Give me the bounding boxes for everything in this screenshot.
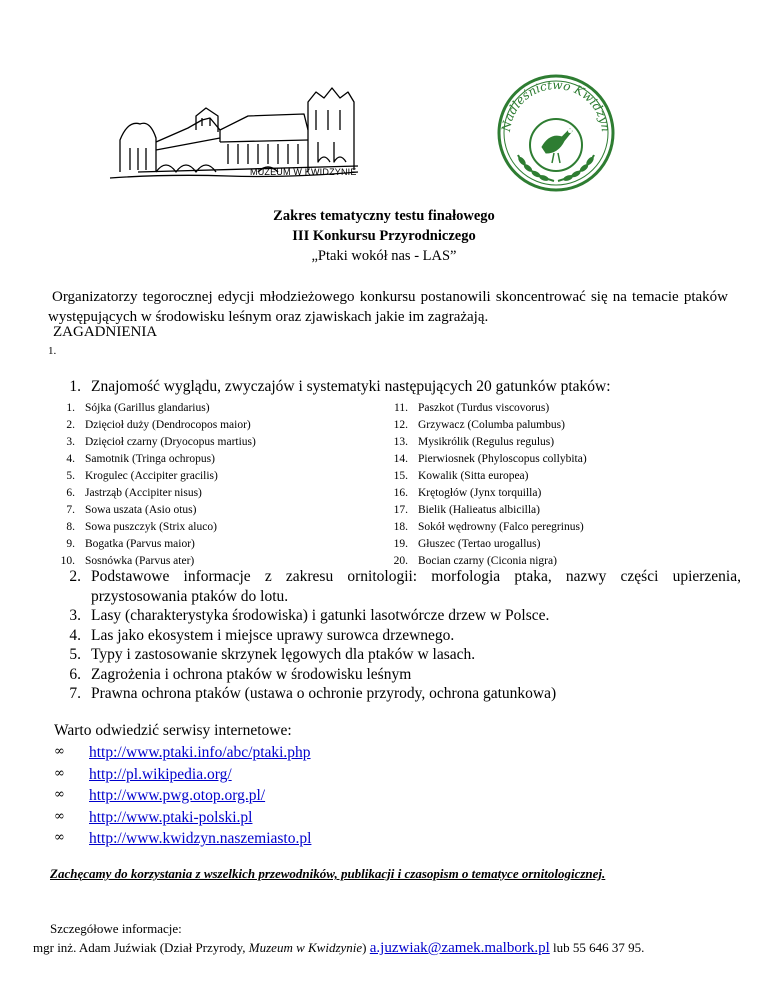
infinity-bullet-icon: ∞ [54, 830, 65, 845]
links-heading: Warto odwiedzić serwisy internetowe: [54, 722, 292, 739]
topic-item-5: 5. Typy i zastosowanie skrzynek lęgowych dla ptaków w lasach. [69, 646, 476, 663]
contact-email-link[interactable]: a.juzwiak@zamek.malbork.pl [369, 940, 550, 956]
title-line-3: „Ptaki wokół nas - LAS” [311, 248, 457, 264]
contact-details: mgr inż. Adam Juźwiak (Dział Przyrody, Muzeum w Kwidzynie) a.juzwiak@zamek.malbork.pl lub 55 646 37 95. [33, 940, 645, 956]
stray-list-number: 1. [48, 345, 57, 357]
species-row: 4. Samotnik (Tringa ochropus) [66, 453, 215, 465]
details-heading: Szczegółowe informacje: [50, 921, 182, 936]
species-row: 11. Paszkot (Turdus viscovorus) [394, 402, 550, 414]
contact-person: mgr inż. Adam Juźwiak (Dział Przyrody, [33, 940, 249, 955]
intro-paragraph: Organizatorzy tegorocznej edycji młodzieżowego konkursu postanowili skoncentrować się na temacie ptaków występujących w środowisku leśnym oraz zjawiskach jakie im zagrażają. [48, 289, 728, 325]
topic-item-1 [53, 377, 753, 399]
link-otop[interactable]: http://www.pwg.otop.org.pl/ [89, 787, 266, 804]
species-row: 1. Sójka (Garillus glandarius) [66, 402, 210, 414]
species-row: 15. Kowalik (Sitta europea) [393, 470, 529, 482]
topic-item-3: 3. Lasy (charakterystyka środowiska) i gatunki lasotwórcze drzew w Polsce. [69, 607, 550, 624]
species-row: 9. Bogatka (Parvus maior) [66, 538, 195, 550]
species-row: 17. Bielik (Halieatus albicilla) [393, 504, 540, 516]
infinity-bullet-icon: ∞ [54, 765, 65, 781]
species-row: 20. Bocian czarny (Ciconia nigra) [393, 555, 557, 567]
species-row: 14. Pierwiosnek (Phyloscopus collybita) [393, 453, 587, 465]
topic-item-2: 2. Podstawowe informacje z zakresu ornitologii: morfologia ptaka, nazwy części upierzenia, przystosowania ptaków do lotu. [69, 568, 741, 605]
title-line-2: III Konkursu Przyrodniczego [292, 228, 476, 244]
museum-caption: MUZEUM W KWIDZYNIE [250, 167, 357, 177]
species-row: 16. Krętogłów (Jynx torquilla) [393, 487, 542, 499]
species-row: 12. Grzywacz (Columba palumbus) [393, 419, 565, 431]
encouragement-note: Zachęcamy do korzystania z wszelkich przewodników, publikacji i czasopism o tematyce ornitologicznej. [50, 866, 606, 881]
link-wikipedia[interactable]: http://pl.wikipedia.org/ [89, 765, 232, 783]
species-row: 10. Sosnówka (Parvus ater) [60, 555, 195, 567]
infinity-bullet-icon: ∞ [54, 787, 65, 802]
contact-phone: lub 55 646 37 95. [549, 940, 645, 955]
link-kwidzyn[interactable]: http://www.kwidzyn.naszemiasto.pl [89, 830, 312, 847]
forest-logo-text: Nadleśnictwo Kwidzyn [498, 77, 613, 133]
infinity-bullet-icon: ∞ [54, 808, 65, 824]
section-heading: ZAGADNIENIA [53, 324, 158, 340]
species-row: 18. Sokół wędrowny (Falco peregrinus) [393, 521, 584, 533]
species-row: 3. Dzięcioł czarny (Dryocopus martius) [66, 436, 256, 448]
species-row: 13. Mysikrólik (Regulus regulus) [393, 436, 555, 448]
species-row: 5. Krogulec (Accipiter gracilis) [66, 470, 218, 482]
museum-name: Muzeum w Kwidzynie [248, 940, 363, 955]
species-row: 6. Jastrząb (Accipiter nisus) [66, 487, 202, 499]
species-row: 8. Sowa puszczyk (Strix aluco) [66, 521, 217, 533]
topic-item-text: Znajomość wyglądu, zwyczajów i systematyki następujących 20 gatunków ptaków: [91, 378, 611, 395]
infinity-bullet-icon: ∞ [54, 744, 65, 759]
topic-item-4: 4. Las jako ekosystem i miejsce uprawy surowca drzewnego. [69, 626, 455, 644]
species-list-left [55, 400, 375, 570]
topic-item-number: 1. [69, 378, 81, 395]
link-ptaki-info[interactable]: http://www.ptaki.info/abc/ptaki.php [89, 744, 311, 761]
species-row: 7. Sowa uszata (Asio otus) [66, 504, 197, 516]
species-list-right [388, 400, 688, 570]
species-row: 2. Dzięcioł duży (Dendrocopos maior) [66, 419, 251, 431]
title-line-1: Zakres tematyczny testu finałowego [273, 208, 495, 224]
species-row: 19. Głuszec (Tertao urogallus) [393, 538, 541, 550]
topic-item-6: 6. Zagrożenia i ochrona ptaków w środowisku leśnym [69, 665, 412, 683]
topic-list [53, 567, 753, 704]
forest-district-logo [492, 73, 620, 193]
topic-item-7: 7. Prawna ochrona ptaków (ustawa o ochronie przyrody, ochrona gatunkowa) [69, 685, 557, 702]
link-ptaki-polski[interactable]: http://www.ptaki-polski.pl [89, 808, 253, 826]
